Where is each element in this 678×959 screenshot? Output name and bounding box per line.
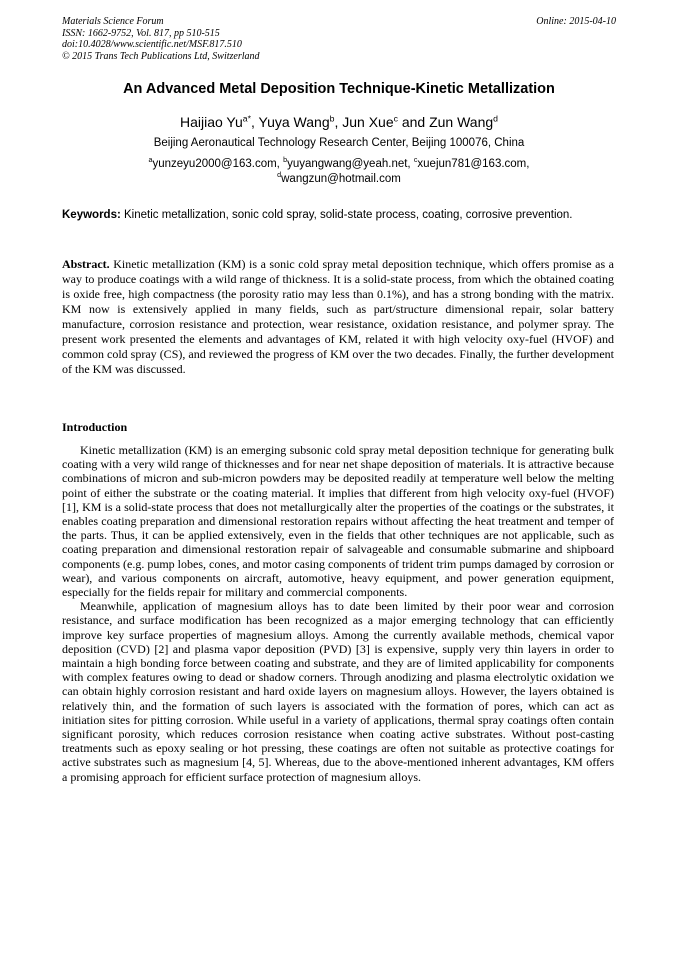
journal-issn: ISSN: 1662-9752, Vol. 817, pp 510-515 bbox=[62, 27, 220, 39]
author-emails bbox=[40, 157, 638, 187]
abstract-label: Abstract. bbox=[62, 257, 110, 271]
affiliation: Beijing Aeronautical Technology Research Center, Beijing 100076, China bbox=[153, 137, 525, 149]
abstract-text: Kinetic metallization (KM) is a sonic cold spray metal deposition technique, which offers promise as a way to produce coatings with a wild range of thickness. It is a solid-state process, from which the obtained coating is oxide free, high compactness (the porosity ratio may less than 0.1%), and has a strong bonding with the matrix. KM now is extensively applied in many fields, such as part/structure dimensional repair, solar battery manufacture, corrosion resistance and protection, wear resistance, oxidation resistance, and polymer spray. The present work presented the elements and advantages of KM, related it with high velocity oxy-fuel (HVOF) and common cold spray (CS), and reviewed the progress of KM over the two decades. Finally, the further development of the KM was discussed. bbox=[62, 257, 615, 376]
email-line bbox=[40, 172, 638, 187]
author-sep: and bbox=[397, 114, 430, 130]
author-sep: , bbox=[251, 114, 259, 130]
journal-name: Materials Science Forum bbox=[62, 16, 164, 27]
introduction-body bbox=[62, 443, 614, 784]
online-date: Online: 2015-04-10 bbox=[536, 16, 616, 27]
author-name: Jun Xue bbox=[342, 114, 394, 130]
email-link[interactable]: wangzun@hotmail.com bbox=[281, 173, 401, 185]
email-line bbox=[40, 157, 638, 172]
keywords-section bbox=[62, 208, 614, 223]
paper-title: An Advanced Metal Deposition Technique-Kinetic Metallization bbox=[123, 81, 555, 97]
section-heading: Introduction bbox=[62, 420, 128, 434]
paragraph: Kinetic metallization (KM) is an emerging subsonic cold spray metal deposition technique for generating bulk coating with a very wild range of thicknesses and for near net shape deposition of materials. It is attractive because combinations of micron and sub-micron powders may be deposited readily at temperature well below the melting point of either the substrate or the coating material. It implies that different from high velocity oxy-fuel (HVOF) [1], KM is a solid-state process that does not metallurgically alter the properties of the coatings or the substrates, it enables coating preparation and dimensional restoration repairs without affecting the heat treatment and temper of the parts. Thus, it can be applied extensively, even in the fields that other techniques are not applicable, such as coating preparation and dimensional restoration repair of salvageable and consumable submarine and shipboard components (e.g. pump lobes, cones, and motor casing components of trident trim pumps damaged by corrosion or wear), and various components on aircraft, automotive, heavy equipment, and power generation equipment, especially for the fields repair for military and commercial components. bbox=[62, 443, 614, 600]
author-name: Yuya Wang bbox=[258, 114, 330, 130]
author-sup: b bbox=[329, 113, 335, 124]
author-list bbox=[40, 114, 638, 130]
email-sup: d bbox=[277, 171, 282, 180]
journal-copyright: © 2015 Trans Tech Publications Ltd, Switzerland bbox=[62, 50, 260, 62]
email-sup: c bbox=[413, 156, 418, 165]
author-name: Haijiao Yu bbox=[180, 114, 243, 130]
keywords-label: Keywords: bbox=[62, 209, 121, 221]
author-name: Zun Wang bbox=[429, 114, 494, 130]
author-sep: , bbox=[334, 114, 343, 130]
email-sup: a bbox=[148, 156, 153, 165]
email-link[interactable]: yunzeyu2000@163.com, bbox=[152, 158, 280, 170]
email-link[interactable]: xuejun781@163.com, bbox=[417, 158, 530, 170]
journal-header bbox=[62, 16, 260, 62]
paragraph: Meanwhile, application of magnesium alloys has to date been limited by their poor wear and corrosion resistance, and surface modification has been recognized as a major emerging technology that can efficiently improve key surface properties of magnesium alloys. Among the currently available methods, chemical vapor deposition (CVD) [2] and plasma vapor deposition (PVD) [3] is expensive, supply very thin layers in order to maintain a high bonding force between coating and substrate, and they are of limited applicability for components with complex features owing to dead or shadow corners. Through anodizing and plasma electrolytic oxidation we can obtain highly corrosion resistant and hard oxide layers on magnesium alloys. However, the layers obtained is relatively thin, and the formation of such layers is associated with the formation of pores, which can act as initiation sites for pitting corrosion. While useful in a variety of applications, thermal spray coatings often contain significant porosity, which reduces corrosion resistance when coating active substrates. Without post-casting treatments such as epoxy sealing or hot pressing, these coatings are often not suitable as protective coatings for active substrates such as magnesium [4, 5]. Whereas, due to the above-mentioned inherent advantages, KM offers a promising approach for efficient surface protection of magnesium alloys. bbox=[62, 599, 614, 784]
author-sup: d bbox=[493, 113, 498, 124]
abstract-section bbox=[62, 257, 614, 377]
keywords-text: Kinetic metallization, sonic cold spray, solid-state process, coating, corrosive prevention. bbox=[124, 209, 573, 221]
email-sup: b bbox=[283, 156, 288, 165]
author-sup: a* bbox=[242, 113, 251, 124]
email-link[interactable]: yuyangwang@yeah.net, bbox=[287, 158, 411, 170]
author-sup: c bbox=[393, 113, 398, 124]
journal-doi[interactable]: doi:10.4028/www.scientific.net/MSF.817.510 bbox=[62, 39, 242, 50]
